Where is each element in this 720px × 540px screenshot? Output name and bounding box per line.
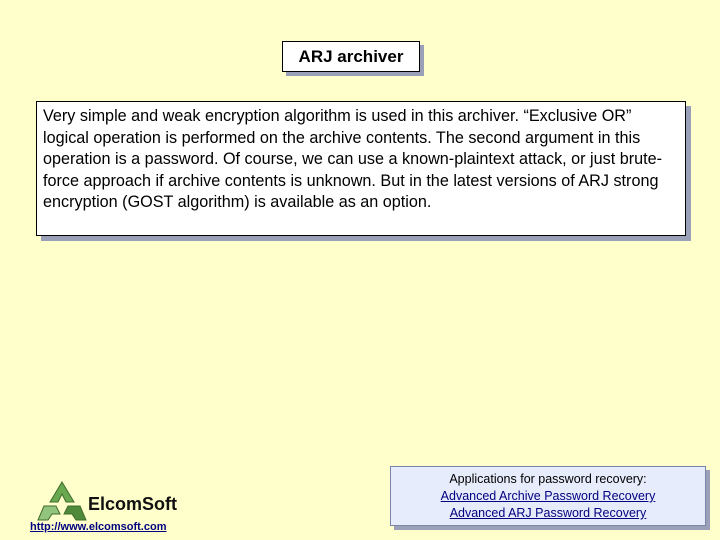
recycle-logo-icon xyxy=(36,480,88,522)
link-advanced-archive-password-recovery[interactable]: Advanced Archive Password Recovery xyxy=(440,489,656,503)
recovery-apps-box xyxy=(390,466,706,526)
slide-title: ARJ archiver xyxy=(282,41,420,72)
elcomsoft-url-link[interactable]: http://www.elcomsoft.com xyxy=(30,521,167,533)
apps-header: Applications for password recovery: xyxy=(449,472,647,486)
elcomsoft-logo xyxy=(30,480,200,535)
logo-brand-name: ElcomSoft xyxy=(88,494,178,514)
slide-body-text: Very simple and weak encryption algorithm is used in this archiver. “Exclusive OR” logical operation is performed on the archive contents. The second argument in this operation is a password. Of course, we can use a known-plaintext attack, or just brute-force approach if archive contents is unknown. But in the latest versions of ARJ strong encryption (GOST algorithm) is available as an option. xyxy=(36,101,686,236)
link-advanced-arj-password-recovery[interactable]: Advanced ARJ Password Recovery xyxy=(449,506,647,520)
